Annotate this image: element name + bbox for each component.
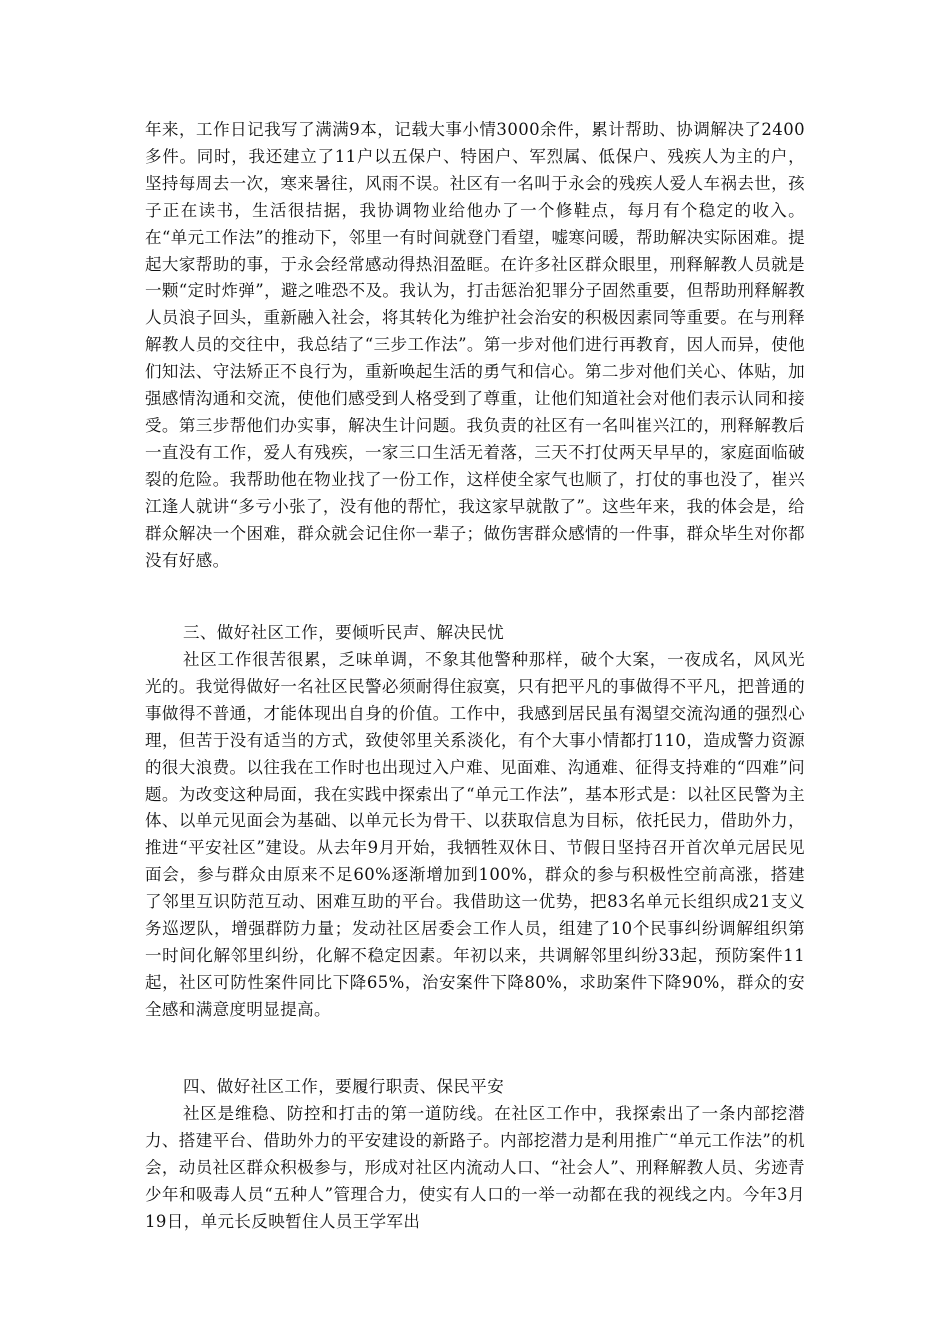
- section-heading-3: [145, 620, 805, 647]
- heading-text: 三、做好社区工作，要倾听民声、解决民忧: [183, 623, 505, 642]
- body-paragraph-3: [145, 1101, 805, 1236]
- body-paragraph-2: [145, 647, 805, 1024]
- paragraph-text: 社区是维稳、防控和打击的第一道防线。在社区工作中，我探索出了一条内部挖潜力、搭建平台、借助外力的平安建设的新路子。内部挖潜力是利用推广“单元工作法”的机会，动员社区群众积极参与，形成对社区内流动人口、“社会人”、刑释解教人员、劣迹青少年和吸毒人员“五种人”管理合力，使实有人口的一举一动都在我的视线之内。今年3月19日，单元长反映暂住人员王学军出: [145, 1104, 805, 1231]
- heading-text: 四、做好社区工作，要履行职责、保民平安: [183, 1077, 505, 1096]
- paragraph-text: 社区工作很苦很累，乏味单调，不象其他警种那样，破个大案，一夜成名，风风光光的。我觉得做好一名社区民警必须耐得住寂寞，只有把平凡的事做得不平凡，把普通的事做得不普通，才能体现出自身的价值。工作中，我感到居民虽有渴望交流沟通的强烈心理，但苦于没有适当的方式，致使邻里关系淡化，有个大事小情都打110，造成警力资源的很大浪费。以往我在工作时也出现过入户难、见面难、沟通难、征得支持难的“四难”问题。为改变这种局面，我在实践中探索出了“单元工作法”，基本形式是：以社区民警为主体、以单元见面会为基础、以单元长为骨干、以获取信息为目标，依托民力，借助外力，推进“平安社区”建设。从去年9月开始，我牺牲双休日、节假日坚持召开首次单元居民见面会，参与群众由原来不足60%逐渐增加到100%，群众的参与积极性空前高涨，搭建了邻里互识防范互动、困难互助的平台。我借助这一优势，把83名单元长组织成21支义务巡逻队，增强群防力量；发动社区居委会工作人员，组建了10个民事纠纷调解组织第一时间化解邻里纠纷，化解不稳定因素。年初以来，共调解邻里纠纷33起，预防案件11起，社区可防性案件同比下降65%，治安案件下降80%，求助案件下降90%，群众的安全感和满意度明显提高。: [145, 650, 805, 1019]
- section-heading-4: [145, 1074, 805, 1101]
- paragraph-text: 年来，工作日记我写了满满9本，记载大事小情3000余件，累计帮助、协调解决了2400多件。同时，我还建立了11户以五保户、特困户、军烈属、低保户、残疾人为主的户，坚持每周去一次，寒来暑往，风雨不误。社区有一名叫于永会的残疾人爱人车祸去世，孩子正在读书，生活很拮据，我协调物业给他办了一个修鞋点，每月有个稳定的收入。在“单元工作法”的推动下，邻里一有时间就登门看望，嘘寒问暖，帮助解决实际困难。提起大家帮助的事，于永会经常感动得热泪盈眶。在许多社区群众眼里，刑释解教人员就是一颗“定时炸弹”，避之唯恐不及。我认为，打击惩治犯罪分子固然重要，但帮助刑释解教人员浪子回头，重新融入社会，将其转化为维护社会治安的积极因素同等重要。在与刑释解教人员的交往中，我总结了“三步工作法”。第一步对他们进行再教育，因人而异，使他们知法、守法矫正不良行为，重新唤起生活的勇气和信心。第二步对他们关心、体贴，加强感情沟通和交流，使他们感受到人格受到了尊重，让他们知道社会对他们表示认同和接受。第三步帮他们办实事，解决生计问题。我负责的社区有一名叫崔兴江的，刑释解教后一直没有工作，爱人有残疾，一家三口生活无着落，三天不打仗两天早早的，家庭面临破裂的危险。我帮助他在物业找了一份工作，这样使全家气也顺了，打仗的事也没了，崔兴江逢人就讲“多亏小张了，没有他的帮忙，我这家早就散了”。这些年来，我的体会是，给群众解决一个困难，群众就会记住你一辈子；做伤害群众感情的一件事，群众毕生对你都没有好感。: [145, 120, 805, 570]
- body-paragraph-1: [145, 117, 805, 574]
